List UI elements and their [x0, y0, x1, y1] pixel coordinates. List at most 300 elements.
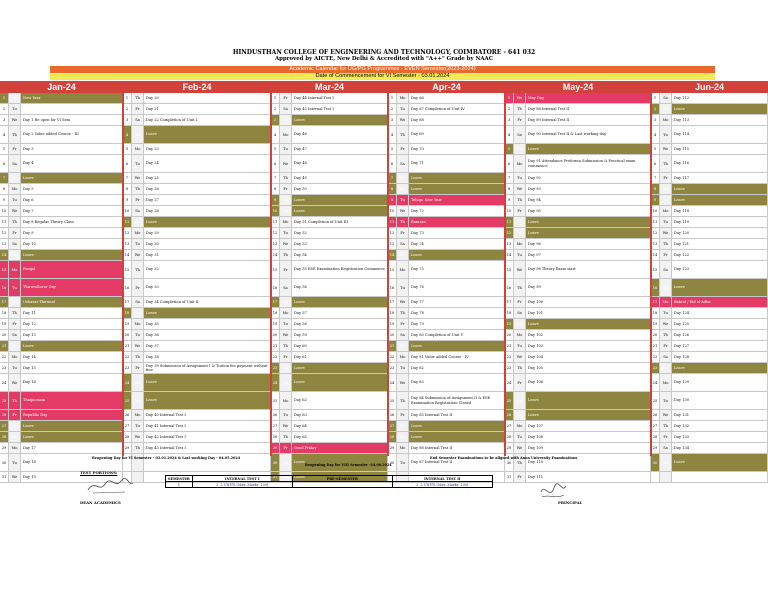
weekday: Fr [280, 93, 292, 104]
day-event: Leave [21, 432, 123, 443]
day-number: 21 [651, 341, 660, 352]
day-number: 29 [123, 443, 132, 454]
day-number: 8 [388, 184, 397, 195]
month-header-apr-24: Apr-24 [388, 81, 505, 93]
day-number: 27 [0, 421, 9, 432]
weekday: Sa [9, 421, 21, 432]
day-event: Day 66 [409, 93, 505, 104]
day-event: Day 2 Value added Course - III [21, 126, 123, 144]
day-event: Day 89 Internal Test II [526, 115, 651, 126]
weekday: Th [132, 261, 144, 279]
day-number: 30 [388, 454, 397, 472]
day-event: Ramzan [409, 217, 505, 228]
weekday: Su [280, 472, 292, 483]
day-number: 19 [0, 319, 9, 330]
month-divider [650, 93, 652, 456]
weekday: Th [660, 330, 672, 341]
day-event: Day 68 [409, 115, 505, 126]
month-header-may-24: May-24 [505, 81, 651, 93]
day-event: Leave [526, 228, 651, 239]
weekday: Fr [132, 104, 144, 115]
day-number: 23 [505, 363, 514, 374]
principal-signature-icon [538, 480, 568, 502]
day-number: 3 [505, 115, 514, 126]
weekday: Tu [132, 239, 144, 250]
day-number: 7 [271, 173, 280, 184]
day-number: 5 [123, 144, 132, 155]
weekday: Th [9, 392, 21, 410]
day-number: 10 [271, 206, 280, 217]
day-event: Day 13 [21, 330, 123, 341]
day-number: 31 [0, 472, 9, 483]
day-event: Leave [672, 184, 768, 195]
day-event: Day 63 [292, 410, 388, 421]
weekday: Sa [660, 352, 672, 363]
day-number: 12 [505, 228, 514, 239]
test-portions-table [165, 475, 493, 488]
weekday: Su [660, 279, 672, 297]
day-event: Republic Day [21, 410, 123, 421]
day-event: Day 121 [672, 239, 768, 250]
day-event: Day 32 [144, 261, 271, 279]
day-number: 9 [123, 195, 132, 206]
day-event: Day 83 [409, 374, 505, 392]
weekday: Sa [9, 330, 21, 341]
day-event: Day 65 [292, 432, 388, 443]
day-number: 8 [505, 184, 514, 195]
weekday: Su [132, 392, 144, 410]
day-number: 14 [388, 250, 397, 261]
day-event: Day 47 [292, 144, 388, 155]
weekday: Sa [397, 330, 409, 341]
day-event: Day 12 [21, 319, 123, 330]
weekday: We [132, 432, 144, 443]
weekday: Su [660, 104, 672, 115]
weekday: Mo [397, 184, 409, 195]
day-number: 20 [651, 330, 660, 341]
weekday: Mo [9, 184, 21, 195]
day-number: 23 [0, 363, 9, 374]
weekday: Su [280, 374, 292, 392]
weekday: Su [514, 410, 526, 421]
day-number: 5 [0, 144, 9, 155]
day-number: 20 [388, 330, 397, 341]
day-event: Day 70 [409, 144, 505, 155]
day-number: 18 [123, 308, 132, 319]
day-event: Day 98 Theory Exam start [526, 261, 651, 279]
principal-label: PRINCIPAL [558, 500, 583, 505]
weekday: We [660, 319, 672, 330]
weekday: Fr [9, 410, 21, 421]
weekday: Su [660, 454, 672, 472]
day-number: 11 [0, 217, 9, 228]
day-event: Leave [292, 115, 388, 126]
weekday: Su [9, 173, 21, 184]
month-divider [387, 93, 389, 456]
weekday: Mo [514, 330, 526, 341]
day-number: 12 [271, 228, 280, 239]
day-number: 23 [388, 363, 397, 374]
day-number: 27 [123, 421, 132, 432]
th-pre-semester: PRE-SEMESTER [292, 476, 392, 482]
day-event: Day 51 Completion of Unit III [292, 217, 388, 228]
td-internal-test-2: 2 .5 UNITS (Max. Marks: 100) [392, 482, 492, 488]
weekday: Tu [132, 155, 144, 173]
th-internal-test-1: INTERNAL TEST I [192, 476, 292, 482]
weekday: Su [660, 195, 672, 206]
weekday: Mo [9, 443, 21, 454]
weekday: Tu [9, 104, 21, 115]
weekday: Su [132, 308, 144, 319]
day-number: 18 [271, 308, 280, 319]
weekday: M [9, 93, 21, 104]
day-number [651, 472, 660, 483]
day-event: Day 57 [292, 308, 388, 319]
day-number: 26 [651, 410, 660, 421]
weekday: Su [397, 432, 409, 443]
day-number: 6 [651, 155, 660, 173]
day-event: Day 116 [672, 155, 768, 173]
day-event: Day 114 [672, 126, 768, 144]
day-number: 9 [505, 195, 514, 206]
day-event: Day 90 Internal Test II & Last working day [526, 126, 651, 144]
day-event: Day 124 [672, 308, 768, 319]
weekday: Sa [132, 374, 144, 392]
day-number: 18 [0, 308, 9, 319]
day-event: Day 84 Submission of Assignment II & ESE Examination Registration Closed [409, 392, 505, 410]
weekday: Tu [514, 250, 526, 261]
day-number: 14 [651, 250, 660, 261]
month-divider [504, 93, 506, 456]
weekday: Th [514, 363, 526, 374]
day-event: Day 127 [672, 341, 768, 352]
weekday: We [9, 115, 21, 126]
weekday: Mo [280, 126, 292, 144]
day-number: 2 [388, 104, 397, 115]
weekday: Su [280, 297, 292, 308]
weekday: Su [514, 144, 526, 155]
weekday: Su [514, 228, 526, 239]
weekday: Sa [280, 279, 292, 297]
weekday: Sa [514, 308, 526, 319]
day-event: Day 35 [144, 319, 271, 330]
day-number: 7 [123, 173, 132, 184]
day-number: 29 [271, 443, 280, 454]
weekday: We [514, 184, 526, 195]
day-number: 17 [388, 297, 397, 308]
day-number: 20 [123, 330, 132, 341]
weekday: Su [280, 115, 292, 126]
day-number: 26 [0, 410, 9, 421]
day-event: Leave [144, 217, 271, 228]
day-number: 13 [123, 239, 132, 250]
day-event: Leave [292, 374, 388, 392]
day-number: 22 [505, 352, 514, 363]
commencement-line: Date of Commencement for VI Semester - 03.01.2024 [50, 73, 715, 80]
day-event: Day 9 [21, 228, 123, 239]
day-event: Good Friday [292, 443, 388, 454]
weekday: Mo [280, 308, 292, 319]
day-number: 23 [271, 363, 280, 374]
day-event: Day 37 [144, 341, 271, 352]
weekday: We [514, 93, 526, 104]
day-event: Leave [144, 126, 271, 144]
weekday: Th [514, 195, 526, 206]
day-number: 5 [388, 144, 397, 155]
day-event: Day 6 [21, 195, 123, 206]
day-number: 14 [271, 250, 280, 261]
day-number: 11 [271, 217, 280, 228]
weekday: Tu [280, 410, 292, 421]
day-number: 14 [505, 250, 514, 261]
weekday: Mo [514, 239, 526, 250]
day-number: 3 [651, 115, 660, 126]
weekday: Fr [514, 472, 526, 483]
day-event: Day 67 Completion of Unit IV [409, 104, 505, 115]
day-number: 13 [271, 239, 280, 250]
day-event: Day 96 [526, 239, 651, 250]
day-event: Day 101 [526, 308, 651, 319]
weekday: Fr [660, 432, 672, 443]
day-event: Day 38 [144, 352, 271, 363]
weekday: Fr [132, 279, 144, 297]
day-number: 8 [123, 184, 132, 195]
day-event: Day 48 [292, 155, 388, 173]
day-event: Day 86 Internal Test II [409, 443, 505, 454]
day-number: 21 [271, 341, 280, 352]
day-number: 1 [0, 93, 9, 104]
day-event: Day 108 [526, 432, 651, 443]
weekday: Tu [660, 126, 672, 144]
day-event: Day 125 [672, 319, 768, 330]
day-number: 13 [0, 239, 9, 250]
weekday: Sa [660, 184, 672, 195]
weekday: Su [397, 250, 409, 261]
day-number: 2 [651, 104, 660, 115]
day-number: 26 [123, 410, 132, 421]
day-event: Day 64 [292, 421, 388, 432]
day-number: 20 [0, 330, 9, 341]
th-internal-test-2: INTERNAL TEST II [392, 476, 492, 482]
day-event: Day 109 [526, 443, 651, 454]
weekday: Tu [280, 228, 292, 239]
day-event: Day 73 [409, 228, 505, 239]
weekday: Sa [132, 115, 144, 126]
day-number: 6 [123, 155, 132, 173]
day-event: Uzhavar Thirunal [21, 297, 123, 308]
weekday: Fr [397, 410, 409, 421]
day-event: Leave [409, 184, 505, 195]
day-event: Leave [21, 421, 123, 432]
day-number: 12 [123, 228, 132, 239]
weekday: Sa [660, 261, 672, 279]
day-number: 10 [388, 206, 397, 217]
weekday: Tu [280, 319, 292, 330]
day-number: 25 [505, 392, 514, 410]
weekday: Mo [397, 443, 409, 454]
day-number: 16 [651, 279, 660, 297]
day-event: Day 49 [292, 173, 388, 184]
weekday: Fr [280, 184, 292, 195]
day-number: 16 [271, 279, 280, 297]
day-number: 24 [123, 374, 132, 392]
weekday: Fr [280, 352, 292, 363]
day-number: 7 [505, 173, 514, 184]
weekday: Tu [397, 195, 409, 206]
weekday: Th [397, 217, 409, 228]
day-event: Day 69 [409, 126, 505, 144]
day-event: Day 5 [21, 184, 123, 195]
weekday: Th [514, 279, 526, 297]
weekday: We [397, 297, 409, 308]
day-number: 22 [0, 352, 9, 363]
day-event: Day 39 Submission of Assignment I & Tuition fee payment without fine [144, 363, 271, 374]
weekday: Su [9, 341, 21, 352]
month-header-jan-24: Jan-24 [0, 81, 123, 93]
day-event: Day 102 [526, 330, 651, 341]
weekday: Th [660, 421, 672, 432]
day-number: 3 [388, 115, 397, 126]
day-number: 6 [505, 155, 514, 173]
weekday: Th [660, 239, 672, 250]
weekday [660, 472, 672, 483]
weekday: We [132, 341, 144, 352]
weekday: Sa [397, 155, 409, 173]
weekday: We [280, 239, 292, 250]
day-event: Day 111 [526, 472, 651, 483]
day-number: 21 [505, 341, 514, 352]
weekday: Th [280, 432, 292, 443]
day-event: Thaipoosam [21, 392, 123, 410]
weekday: Sa [9, 155, 21, 173]
day-number: 28 [505, 432, 514, 443]
day-event: Day 74 [409, 239, 505, 250]
day-event: Day 34 Completion of Unit II [144, 297, 271, 308]
day-number: 29 [388, 443, 397, 454]
day-event: Day 122 [672, 250, 768, 261]
weekday: Tu [397, 279, 409, 297]
day-number: 1 [505, 93, 514, 104]
weekday: Fr [660, 341, 672, 352]
day-number: 18 [505, 308, 514, 319]
day-number: 28 [0, 432, 9, 443]
day-event: Leave [672, 104, 768, 115]
weekday: Sa [132, 297, 144, 308]
weekday: Th [397, 126, 409, 144]
day-number: 27 [651, 421, 660, 432]
day-event: Leave [409, 421, 505, 432]
day-event: Day 44 Internal Test I [292, 93, 388, 104]
day-number: 1 [271, 93, 280, 104]
weekday: Th [280, 173, 292, 184]
weekday: Mo [397, 352, 409, 363]
day-number: 30 [271, 454, 280, 472]
day-number: 23 [123, 363, 132, 374]
day-event: Day 93 [526, 184, 651, 195]
month-divider [270, 93, 272, 456]
day-event: Day 107 [526, 421, 651, 432]
day-number: 25 [271, 392, 280, 410]
day-event: Leave [144, 308, 271, 319]
day-number: 11 [123, 217, 132, 228]
day-number: 25 [0, 392, 9, 410]
day-number: 1 [651, 93, 660, 104]
day-event: Leave [672, 195, 768, 206]
day-number: 24 [0, 374, 9, 392]
weekday: Th [397, 392, 409, 410]
weekday: Th [280, 341, 292, 352]
day-event: Day 8 Regular Theory Class [21, 217, 123, 228]
month-header-jun-24: Jun-24 [651, 81, 768, 93]
month-header-mar-24: Mar-24 [271, 81, 388, 93]
day-event: Day 40 Internal Test I [144, 410, 271, 421]
day-number: 26 [388, 410, 397, 421]
weekday: Tu [9, 279, 21, 297]
day-number: 8 [271, 184, 280, 195]
day-number: 19 [388, 319, 397, 330]
day-event: Leave [292, 195, 388, 206]
day-number: 12 [0, 228, 9, 239]
weekday: Tu [660, 308, 672, 319]
reopen-viii-note: Reopening Day for VIII Semester -24.06.2024 [305, 463, 392, 467]
day-number: 8 [651, 184, 660, 195]
day-number: 21 [388, 341, 397, 352]
day-number: 2 [0, 104, 9, 115]
day-number: 25 [123, 392, 132, 410]
day-event: Day 25 [144, 173, 271, 184]
th-semester: SEMESTER [166, 476, 193, 482]
day-number: 24 [651, 374, 660, 392]
weekday: We [9, 374, 21, 392]
day-number: 16 [505, 279, 514, 297]
day-event: Leave [144, 374, 271, 392]
day-event: Day 103 [526, 341, 651, 352]
day-event: Day 62 [292, 392, 388, 410]
weekday: Mo [397, 93, 409, 104]
test-portions-label: TEST PORTIONS: [80, 470, 118, 475]
day-event: Day 92 [526, 173, 651, 184]
day-number: 19 [271, 319, 280, 330]
day-number: 16 [0, 279, 9, 297]
weekday: Fr [660, 173, 672, 184]
day-number: 24 [505, 374, 514, 392]
weekday: Mo [514, 421, 526, 432]
day-event: Telugu New Year [409, 195, 505, 206]
day-number: 7 [651, 173, 660, 184]
weekday: Th [514, 104, 526, 115]
weekday: Sa [660, 93, 672, 104]
weekday: Tu [660, 217, 672, 228]
day-number: 27 [505, 421, 514, 432]
weekday: Fr [9, 144, 21, 155]
weekday: Mo [514, 155, 526, 173]
day-number: 7 [0, 173, 9, 184]
day-event: Day 75 [409, 261, 505, 279]
weekday: We [132, 173, 144, 184]
day-event: Day 104 [526, 352, 651, 363]
day-event: Day 43 Internal Test I [144, 443, 271, 454]
weekday: Sa [9, 239, 21, 250]
day-event: Day 130 [672, 392, 768, 410]
day-number: 27 [388, 421, 397, 432]
weekday: Fr [132, 195, 144, 206]
td-internal-test-1: 2 .5 UNITS (Max. Marks: 100) [192, 482, 292, 488]
day-number: 26 [271, 410, 280, 421]
day-event: Day 36 [144, 330, 271, 341]
day-event: Day 99 [526, 279, 651, 297]
day-number: 15 [123, 261, 132, 279]
day-event: Day 72 [409, 206, 505, 217]
